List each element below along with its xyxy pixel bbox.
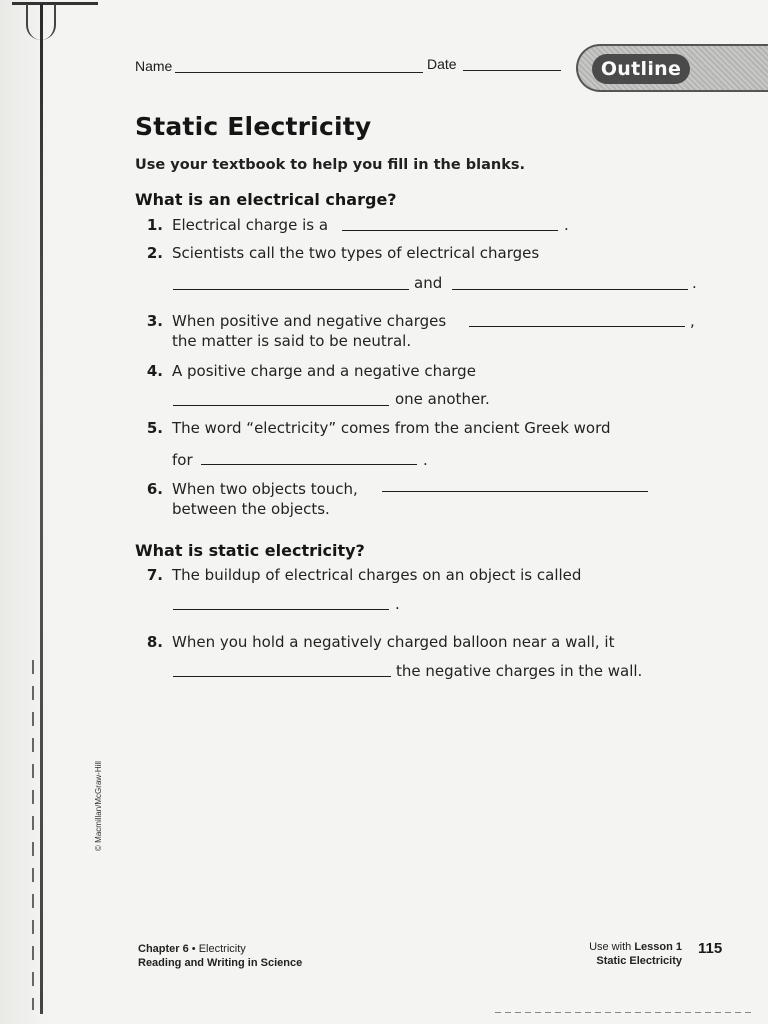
question-text: Electrical charge is a xyxy=(172,216,329,234)
punctuation: , xyxy=(690,312,695,330)
question-text-continued: between the objects. xyxy=(172,500,330,518)
question-text: When two objects touch, xyxy=(172,480,358,498)
binding-spine xyxy=(40,4,43,1014)
punctuation: . xyxy=(692,274,697,292)
answer-blank[interactable] xyxy=(201,464,417,465)
name-field[interactable] xyxy=(175,72,423,73)
answer-blank[interactable] xyxy=(173,289,409,290)
footer-lesson-title: Static Electricity xyxy=(596,955,682,967)
footer-subtitle: Reading and Writing in Science xyxy=(138,957,303,969)
footer-chapter-topic: • Electricity xyxy=(188,943,246,955)
answer-blank[interactable] xyxy=(382,491,648,492)
instructions: Use your textbook to help you fill in the blanks. xyxy=(135,157,525,173)
answer-blank[interactable] xyxy=(173,405,389,406)
question-text: The buildup of electrical charges on an object is called xyxy=(172,566,582,584)
footer-chapter: Chapter 6 xyxy=(138,943,189,955)
question-text: Scientists call the two types of electrical charges xyxy=(172,244,540,262)
footer-use-with: Use with xyxy=(589,941,635,953)
question-text: A positive charge and a negative charge xyxy=(172,362,476,380)
question-number: 4. xyxy=(146,362,163,380)
footer-chapter-info xyxy=(138,942,302,970)
page-edge-line xyxy=(495,1012,755,1013)
question-number: 3. xyxy=(146,312,163,330)
question-number: 6. xyxy=(146,480,163,498)
page-title: Static Electricity xyxy=(135,112,372,141)
question-text: When you hold a negatively charged balloon near a wall, it xyxy=(172,633,615,651)
question-number: 8. xyxy=(146,633,163,651)
question-number: 2. xyxy=(146,244,163,262)
question-text-continued: one another. xyxy=(395,390,490,408)
section-heading-charge: What is an electrical charge? xyxy=(135,190,397,209)
answer-blank[interactable] xyxy=(469,326,685,327)
answer-blank[interactable] xyxy=(342,230,558,231)
answer-blank[interactable] xyxy=(173,609,389,610)
page-number: 115 xyxy=(698,940,723,957)
question-text-and: and xyxy=(414,274,443,292)
header-row xyxy=(135,56,565,80)
question-text-continued: the negative charges in the wall. xyxy=(396,662,643,680)
question-number: 7. xyxy=(146,566,163,584)
question-number: 5. xyxy=(146,419,163,437)
date-label: Date xyxy=(427,56,457,72)
name-label: Name xyxy=(135,58,173,74)
answer-blank[interactable] xyxy=(173,676,391,677)
date-field[interactable] xyxy=(463,70,561,71)
binding-margin xyxy=(0,0,62,1024)
answer-blank[interactable] xyxy=(452,289,688,290)
outline-label: Outline xyxy=(600,58,682,80)
punctuation: . xyxy=(395,595,400,613)
question-text-for: for xyxy=(172,451,193,469)
punctuation: . xyxy=(423,451,428,469)
outline-tab xyxy=(576,44,768,92)
footer-lesson-info xyxy=(560,940,682,968)
binding-marks xyxy=(32,660,34,1010)
question-text-continued: the matter is said to be neutral. xyxy=(172,332,412,350)
copyright-notice: © Macmillan/McGraw-Hill xyxy=(94,761,103,851)
section-heading-static: What is static electricity? xyxy=(135,541,365,560)
question-number: 1. xyxy=(146,216,163,234)
question-text: The word “electricity” comes from the ancient Greek word xyxy=(172,419,611,437)
footer-lesson: Lesson 1 xyxy=(634,941,682,953)
question-text: When positive and negative charges xyxy=(172,312,447,330)
punctuation: . xyxy=(564,216,569,234)
